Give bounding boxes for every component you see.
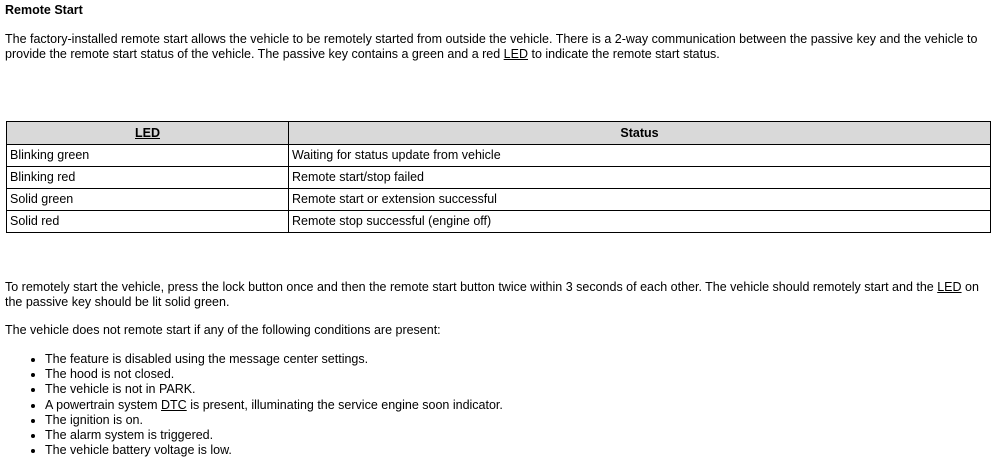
list-item: • The alarm system is triggered. (45, 428, 503, 443)
led-link[interactable]: LED (937, 280, 962, 294)
led-cell: Solid red (7, 211, 289, 233)
dtc-link[interactable]: DTC (161, 397, 187, 412)
table-row (7, 211, 991, 233)
table-row (7, 189, 991, 211)
condition-text-after: is present, illuminating the service engine soon indicator. (186, 397, 503, 412)
list-item: • The ignition is on. (45, 413, 503, 428)
led-header-link[interactable]: LED (135, 125, 160, 140)
status-cell: Remote start or extension successful (289, 189, 991, 211)
led-status-table (6, 121, 991, 233)
list-item: • The vehicle is not in PARK. (45, 382, 503, 397)
table-row (7, 167, 991, 189)
led-cell: Blinking green (7, 145, 289, 167)
list-item: • The vehicle battery voltage is low. (45, 443, 503, 458)
instructions-text-after: on the passive key should be lit solid green. (5, 280, 979, 309)
led-cell: Solid green (7, 189, 289, 211)
list-item: • The feature is disabled using the message center settings. (45, 352, 503, 367)
led-cell: Blinking red (7, 167, 289, 189)
conditions-intro: The vehicle does not remote start if any of the following conditions are present: (5, 323, 441, 337)
intro-text-after: to indicate the remote start status. (528, 47, 720, 61)
list-item (45, 398, 503, 413)
condition-text-before: A powertrain system (45, 397, 162, 412)
led-link[interactable]: LED (503, 47, 528, 61)
page-title: Remote Start (5, 3, 83, 17)
intro-text-before: The factory-installed remote start allows the vehicle to be remotely started from outside the vehicle. There is a 2-way communication between the passive key and the vehicle to provide the remote start status of the vehicle. The passive key contains a green and a red (5, 32, 978, 61)
status-cell: Remote stop successful (engine off) (289, 211, 991, 233)
instructions-paragraph (5, 280, 989, 310)
intro-paragraph (5, 32, 989, 62)
table-row (7, 145, 991, 167)
status-column-header: Status (289, 122, 991, 145)
table-header-row (7, 122, 991, 145)
conditions-list (5, 352, 503, 458)
led-column-header[interactable] (7, 122, 289, 145)
status-cell: Remote start/stop failed (289, 167, 991, 189)
instructions-text-before: To remotely start the vehicle, press the lock button once and then the remote start button twice within 3 seconds of each other. The vehicle should remotely start and the (5, 280, 938, 294)
status-cell: Waiting for status update from vehicle (289, 145, 991, 167)
list-item: • The hood is not closed. (45, 367, 503, 382)
